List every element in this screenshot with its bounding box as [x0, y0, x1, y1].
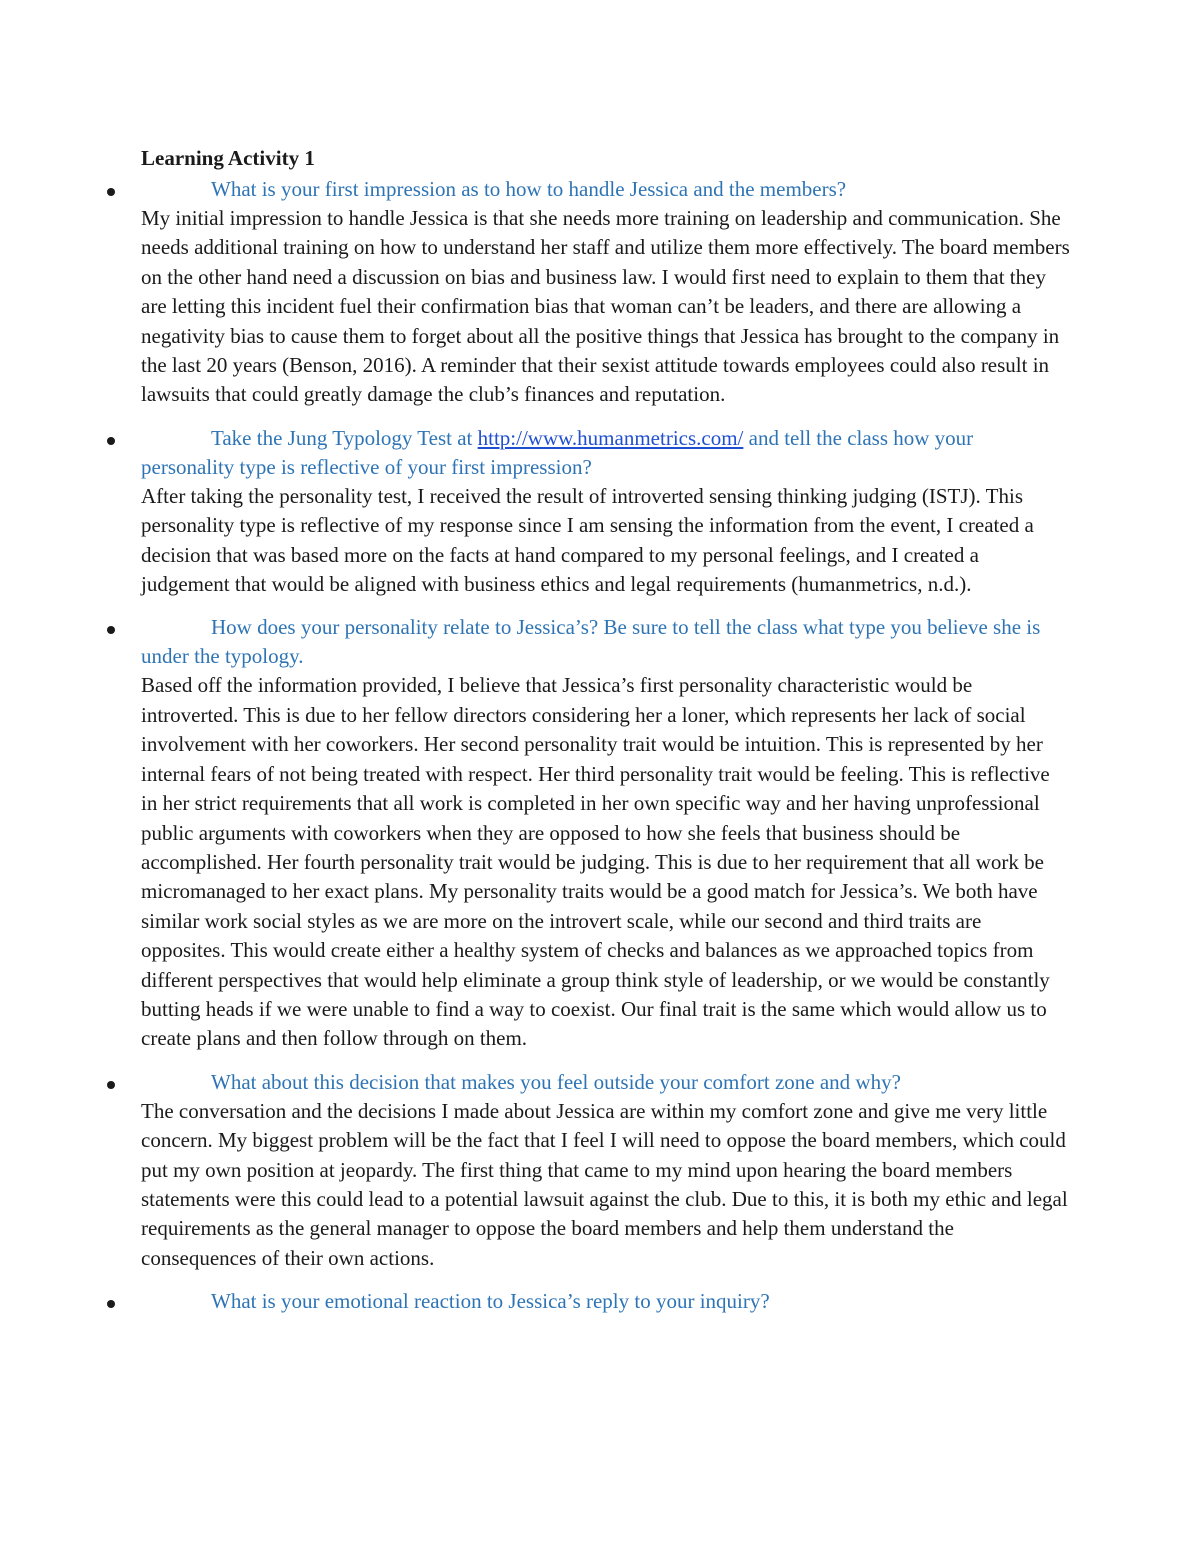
answer-text: After taking the personality test, I received the result of introverted sensing thinking judging (ISTJ). This personality type is reflective of my response since I am sensing the information from the event, I created a decision that was based more on the facts at hand compared to my personal feelings, and I created a judgement that would be aligned with business ethics and legal requirements (humanmetrics, n.d.).: [141, 483, 1034, 597]
question-text: What is your emotional reaction to Jessica’s reply to your inquiry?: [211, 1289, 770, 1314]
bullet-icon: [107, 1081, 115, 1089]
bullet-icon: [107, 188, 115, 196]
bullet-icon: [107, 1300, 115, 1308]
document-title: Learning Activity 1: [141, 146, 315, 170]
question-suffix: and tell the class how your personality type is reflective of your first impression?: [141, 425, 974, 479]
bullet-icon: [107, 626, 115, 634]
question-text: What is your first impression as to how to handle Jessica and the members?: [211, 177, 847, 201]
list-item: [141, 175, 1071, 410]
answer-text: Based off the information provided, I believe that Jessica’s first personality characteristic would be introverted. This is due to her fellow directors considering her a loner, which represents her lack of social involvement with her coworkers. Her second personality trait would be intuition. This is represented by her internal fears of not being treated with respect. Her third personality trait would be feeling. This is reflective in her strict requirements that all work is completed in her own specific way and her having unprofessional public arguments with coworkers when they are opposed to how she feels that business should be accomplished. Her fourth personality trait would be judging. This is due to her requirement that all work be micromanaged to her exact plans. My personality traits would be a good match for Jessica’s. We both have similar work social styles as we are more on the introvert scale, while our second and third traits are opposites. This would create either a healthy system of checks and balances as we approached topics from different perspectives that would help eliminate a group think style of leadership, or we would be constantly butting heads if we were unable to find a way to coexist. Our final trait is the same which would allow us to create plans and then follow through on them.: [141, 673, 1050, 1051]
question-text: How does your personality relate to Jessica’s? Be sure to tell the class what type you believe she is under the typology.: [141, 615, 1041, 669]
document-body: [141, 141, 1071, 1330]
list-item: [141, 613, 1071, 1053]
question-text: [141, 424, 1071, 482]
question-text: What about this decision that makes you feel outside your comfort zone and why?: [211, 1069, 901, 1094]
answer-text: My initial impression to handle Jessica is that she needs more training on leadership and communication. She needs additional training on how to understand her staff and utilize them more effectively. The board members on the other hand need a discussion on bias and business law. I would first need to explain to them that they are letting this incident fuel their confirmation bias that woman can’t be leaders, and there are allowing a negativity bias to cause them to forget about all the positive things that Jessica has brought to the company in the last 20 years (Benson, 2016). A reminder that their sexist attitude towards employees could also result in lawsuits that could greatly damage the club’s finances and reputation.: [141, 206, 1070, 407]
answer-text: The conversation and the decisions I made about Jessica are within my comfort zone and give me very little concern. My biggest problem will be the fact that I feel I will need to oppose the board members, which could put my own position at jeopardy. The first thing that came to my mind upon hearing the board members statements were this could lead to a potential lawsuit against the club. Due to this, it is both my ethic and legal requirements as the general manager to oppose the board members and help them understand the consequences of their own actions.: [141, 1098, 1068, 1270]
question-prefix: Take the Jung Typology Test at: [211, 425, 478, 450]
list-item: [141, 1068, 1071, 1273]
bullet-icon: [107, 437, 115, 445]
list-item: [141, 1287, 1071, 1316]
humanmetrics-link[interactable]: http://www.humanmetrics.com/: [477, 425, 744, 450]
list-item: [141, 424, 1071, 600]
